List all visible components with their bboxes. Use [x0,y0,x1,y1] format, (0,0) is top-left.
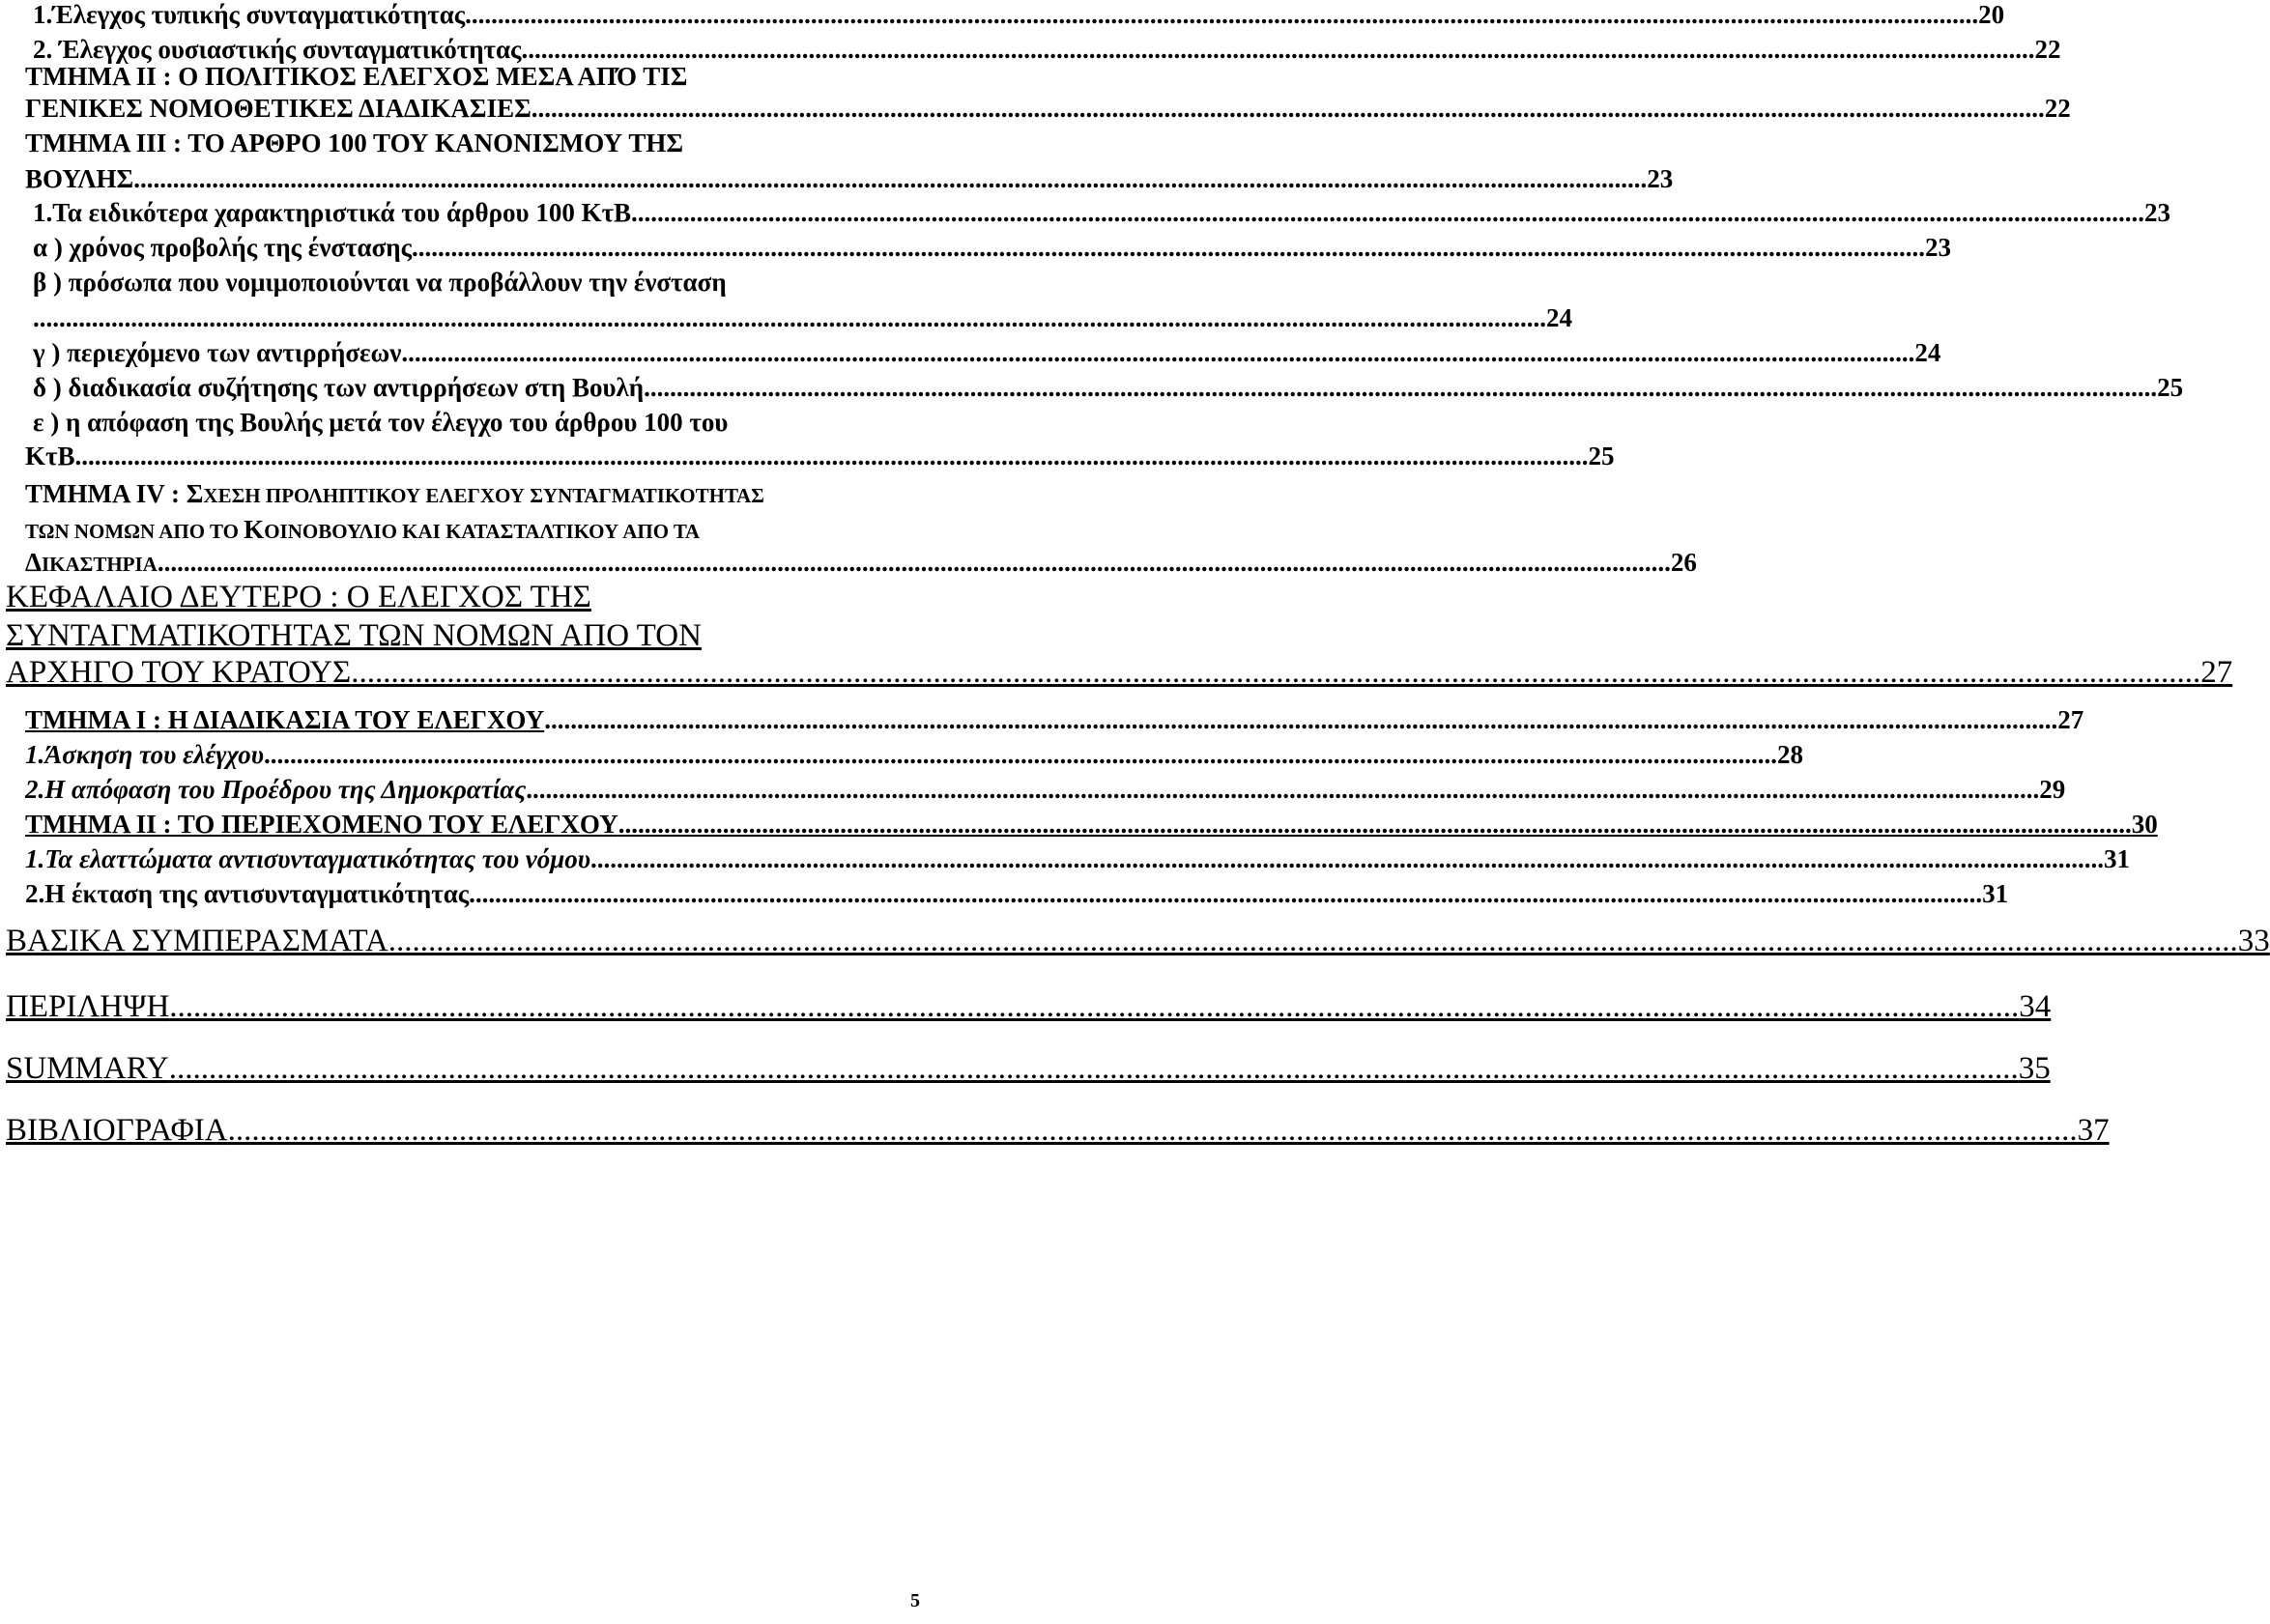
toc-entry[interactable] [25,844,2131,874]
dot-leader [618,810,2132,840]
toc-entry-title-line1[interactable]: ΤΜΗΜΑ ΙΙ : Ο ΠΟΛΙΤΙΚΟΣ ΕΛΕΓΧΟΣ ΜΕΣΑ ΑΠΌ ΤΙΣ [25,62,688,91]
dot-leader [33,303,1546,333]
toc-entry-title: δ ) διαδικασία συζήτησης των αντιρρήσεων στη Βουλή [33,373,645,402]
toc-entry-page: 23 [1647,164,1674,193]
dot-leader [521,35,2034,65]
toc-entry-title-line3: ΔΙΚΑΣΤΗΡΙΑ [25,548,158,577]
toc-entry-title: 1.Έλεγχος τυπικής συνταγματικότητας [33,0,466,29]
dot-leader [228,1113,2078,1149]
toc-entry[interactable] [33,303,1572,333]
toc-entry-title: 2.Η απόφαση του Προέδρου της Δημοκρατίας [25,775,527,804]
toc-entry-page: 33 [2237,924,2270,958]
toc-entry-page: 37 [2077,1113,2110,1148]
toc-entry[interactable] [25,705,2084,735]
toc-chapter-entry[interactable] [6,1113,2110,1149]
toc-entry-title: γ ) περιεχόμενο των αντιρρήσεων [33,338,402,367]
toc-chapter-title: ΒΙΒΛΙΟΓΡΑΦΙΑ [6,1113,228,1148]
toc-entry-title: α ) χρόνος προβολής της ένστασης [33,233,413,262]
toc-entry-page: 35 [2018,1051,2051,1086]
dot-leader [465,0,1978,30]
toc-entry-page: 23 [1925,233,1952,262]
toc-chapter-entry[interactable] [6,1051,2051,1087]
toc-entry-title-line2: ΚτΒ [25,442,75,470]
toc-entry[interactable] [25,164,1674,194]
toc-entry[interactable] [25,810,2158,840]
toc-entry[interactable] [25,94,2071,124]
dot-leader [469,879,1982,909]
toc-entry[interactable] [25,548,1697,578]
dot-leader [544,705,2057,735]
toc-chapter-entry[interactable] [6,924,2270,959]
toc-entry-title-line1[interactable]: ΤΜΗΜΑ ΙV : ΣΧΕΣΗ ΠΡΟΛΗΠΤΙΚΟΥ ΕΛΕΓΧΟΥ ΣΥΝΤΑΓΜΑΤΙΚΟΤΗΤΑΣ [25,479,764,508]
dot-leader [526,775,2039,805]
toc-entry-page: 25 [1588,442,1615,470]
page-number: 5 [910,1590,920,1611]
toc-entry-title: 1.Άσκηση του ελέγχου [25,740,264,769]
dot-leader [412,233,1925,263]
toc-entry-page: 27 [2200,655,2233,690]
toc-entry-page: 22 [2034,35,2061,64]
toc-entry-page: 29 [2039,775,2066,804]
toc-entry-page: 31 [1982,879,2009,908]
dot-leader [631,198,2144,228]
toc-entry-title-line2: ΒΟΥΛΗΣ [25,164,134,193]
dot-leader [133,164,1647,194]
toc-entry-page: 34 [2019,989,2052,1024]
toc-entry-title: ΤΜΗΜΑ Ι : Η ΔΙΑΔΙΚΑΣΙΑ ΤΟΥ ΕΛΕΓΧΟΥ [25,705,545,734]
toc-entry-page: 20 [1978,0,2005,29]
toc-entry[interactable] [25,740,1803,770]
toc-entry-page: 27 [2057,705,2084,734]
toc-entry[interactable] [33,198,2171,228]
toc-entry-title: 1.Τα ελαττώματα αντισυνταγματικότητας του νόμου [25,844,591,873]
toc-entry[interactable] [25,442,1615,471]
toc-chapter-title: ΒΑΣΙΚΑ ΣΥΜΠΕΡΑΣΜΑΤΑ [6,924,388,958]
toc-entry-title-line2: ΓΕΝΙΚΕΣ ΝΟΜΟΘΕΤΙΚΕΣ ΔΙΑΔΙΚΑΣΙΕΣ [25,94,532,123]
toc-entry[interactable] [33,338,1941,368]
toc-entry-page: 30 [2131,810,2158,839]
toc-entry[interactable] [33,373,2184,403]
toc-entry-page: 31 [2104,844,2131,873]
toc-entry-title: ΤΜΗΜΑ ΙΙ : ΤΟ ΠΕΡΙΕΧΟΜΕΝΟ ΤΟΥ ΕΛΕΓΧΟΥ [25,810,618,839]
toc-chapter-title-line3: ΑΡΧΗΓΟ ΤΟΥ ΚΡΑΤΟΥΣ [6,655,352,690]
toc-entry-page: 24 [1546,303,1572,332]
toc-entry-title: 1.Τα ειδικότερα χαρακτηριστικά του άρθρου 100 ΚτΒ [33,198,632,227]
dot-leader [351,655,2200,691]
toc-chapter-entry[interactable] [6,989,2052,1025]
toc-entry[interactable] [33,35,2061,65]
dot-leader [264,740,1777,770]
toc-entry-title: 2. Έλεγχος ουσιαστικής συνταγματικότητας [33,35,522,64]
toc-chapter-title-line1[interactable]: ΚΕΦΑΛΑΙΟ ΔΕΥΤΕΡΟ : Ο ΕΛΕΓΧΟΣ ΤΗΣ [6,580,591,614]
toc-chapter-title: SUMMARY [6,1051,169,1086]
toc-entry-title-line2[interactable]: ΤΩΝ ΝΟΜΩΝ ΑΠΟ ΤΟ ΚΟΙΝΟΒΟΥΛΙΟ ΚΑΙ ΚΑΤΑΣΤΑΛΤΙΚΟΥ ΑΠΟ ΤΑ [25,515,701,544]
dot-leader [388,924,2238,959]
toc-entry-title-line1[interactable]: ε ) η απόφαση της Βουλής μετά τον έλεγχο του άρθρου 100 του [33,408,729,437]
toc-entry[interactable] [33,0,2005,30]
dot-leader [590,844,2104,874]
toc-chapter-title-line2[interactable]: ΣΥΝΤΑΓΜΑΤΙΚΟΤΗΤΑΣ ΤΩΝ ΝΟΜΩΝ ΑΠΟ ΤΟΝ [6,618,702,653]
toc-entry[interactable] [25,879,2009,909]
dot-leader [169,1051,2019,1087]
toc-entry-title: 2.Η έκταση της αντισυνταγματικότητας [25,879,470,908]
toc-entry-page: 22 [2044,94,2071,123]
dot-leader [532,94,2045,124]
dot-leader [644,373,2157,403]
toc-chapter-entry[interactable] [6,655,2233,691]
dot-leader [401,338,1914,368]
toc-entry-title-line1[interactable]: ΤΜΗΜΑ ΙΙΙ : ΤΟ ΑΡΘΡΟ 100 ΤΟΥ ΚΑΝΟΝΙΣΜΟΥ ΤΗΣ [25,128,683,157]
toc-entry-page: 28 [1776,740,1803,769]
toc-entry-page: 24 [1914,338,1941,367]
toc-entry-title-line1[interactable]: β ) πρόσωπα που νομιμοποιούνται να προβάλλουν την ένσταση [33,268,727,297]
toc-entry-page: 25 [2157,373,2184,402]
dot-leader [74,442,1588,471]
dot-leader [158,548,1671,578]
toc-entry-page: 26 [1670,548,1697,577]
dot-leader [169,989,2019,1025]
toc-entry-page: 23 [2144,198,2171,227]
toc-chapter-title: ΠΕΡΙΛΗΨΗ [6,989,170,1024]
toc-entry[interactable] [33,233,1952,263]
toc-entry[interactable] [25,775,2066,805]
